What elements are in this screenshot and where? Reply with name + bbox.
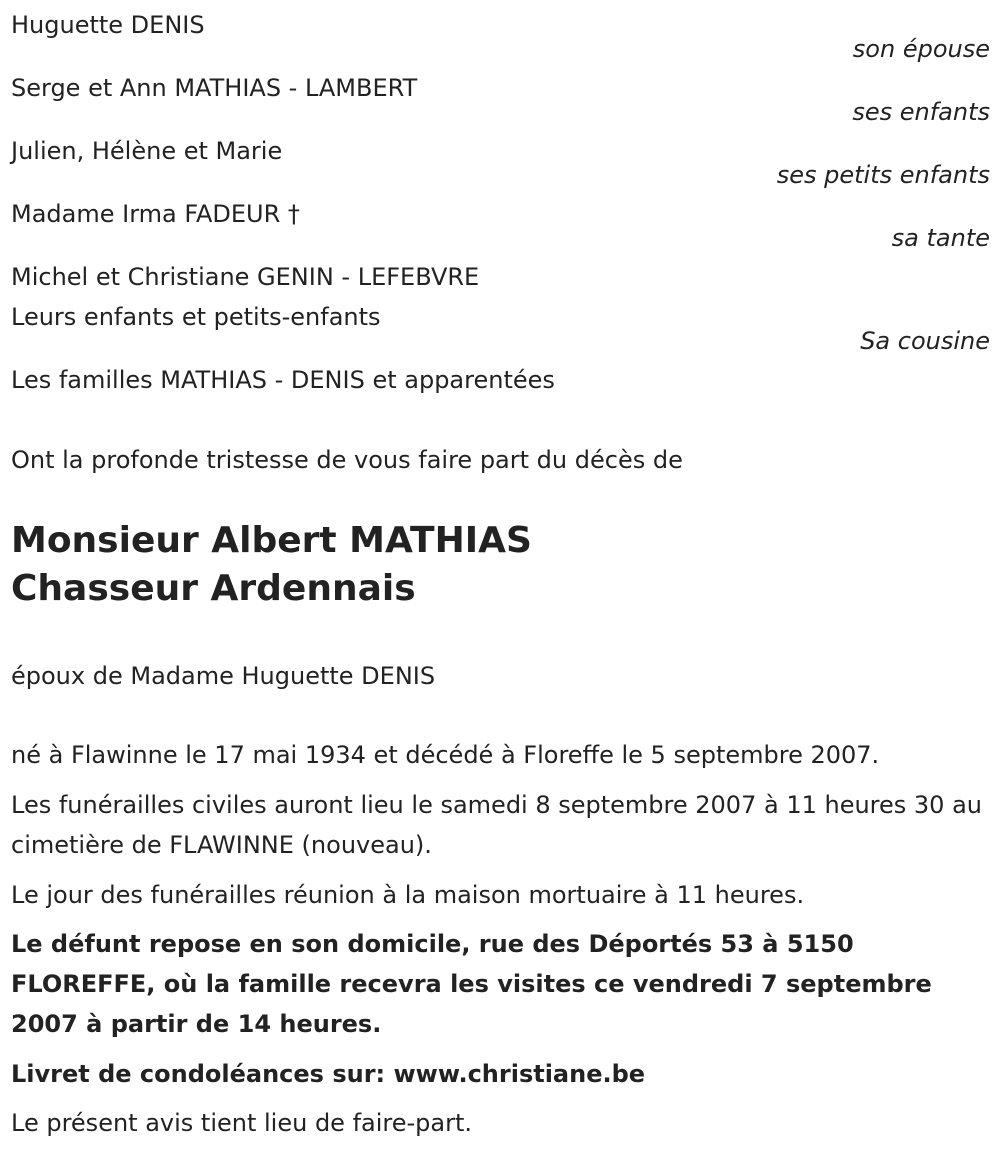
deceased-title: Chasseur Ardennais [11,568,416,609]
deceased-name: Monsieur Albert MATHIAS [11,520,532,561]
family-names-5: Michel et Christiane GENIN - LEFEBVRE [11,263,480,291]
spouse-line: époux de Madame Huguette DENIS [11,662,436,690]
family-relation-1: son épouse [852,35,990,63]
visitation-paragraph: Le défunt repose en son domicile, rue des Déportés 53 à 5150 FLOREFFE, où la famille recevra les visites ce vendredi 7 septembre 2007 à partir de 14 heures. [11,930,932,1038]
family-names-4: Madame Irma FADEUR † [11,200,300,228]
announcement-text: Ont la profonde tristesse de vous faire part du décès de [11,446,683,474]
family-names-1: Huguette DENIS [11,11,205,39]
family-names-5-extra: Leurs enfants et petits-enfants [11,303,381,331]
condolences-line: Livret de condoléances sur: www.christiane.be [11,1060,646,1088]
family-relation-5: Sa cousine [860,327,990,355]
family-relation-2: ses enfants [852,98,990,126]
meeting-line: Le jour des funérailles réunion à la maison mortuaire à 11 heures. [11,881,805,909]
birth-death-line: né à Flawinne le 17 mai 1934 et décédé à Floreffe le 5 septembre 2007. [11,741,880,769]
funeral-paragraph: Les funérailles civiles auront lieu le samedi 8 septembre 2007 à 11 heures 30 au cimetière de FLAWINNE (nouveau). [11,791,982,859]
family-names-2: Serge et Ann MATHIAS - LAMBERT [11,74,418,102]
family-relation-3: ses petits enfants [776,161,990,189]
notice-line: Le présent avis tient lieu de faire-part. [11,1109,473,1137]
family-names-6: Les familles MATHIAS - DENIS et apparentées [11,366,555,394]
family-relation-4: sa tante [891,224,990,252]
family-names-3: Julien, Hélène et Marie [11,137,283,165]
